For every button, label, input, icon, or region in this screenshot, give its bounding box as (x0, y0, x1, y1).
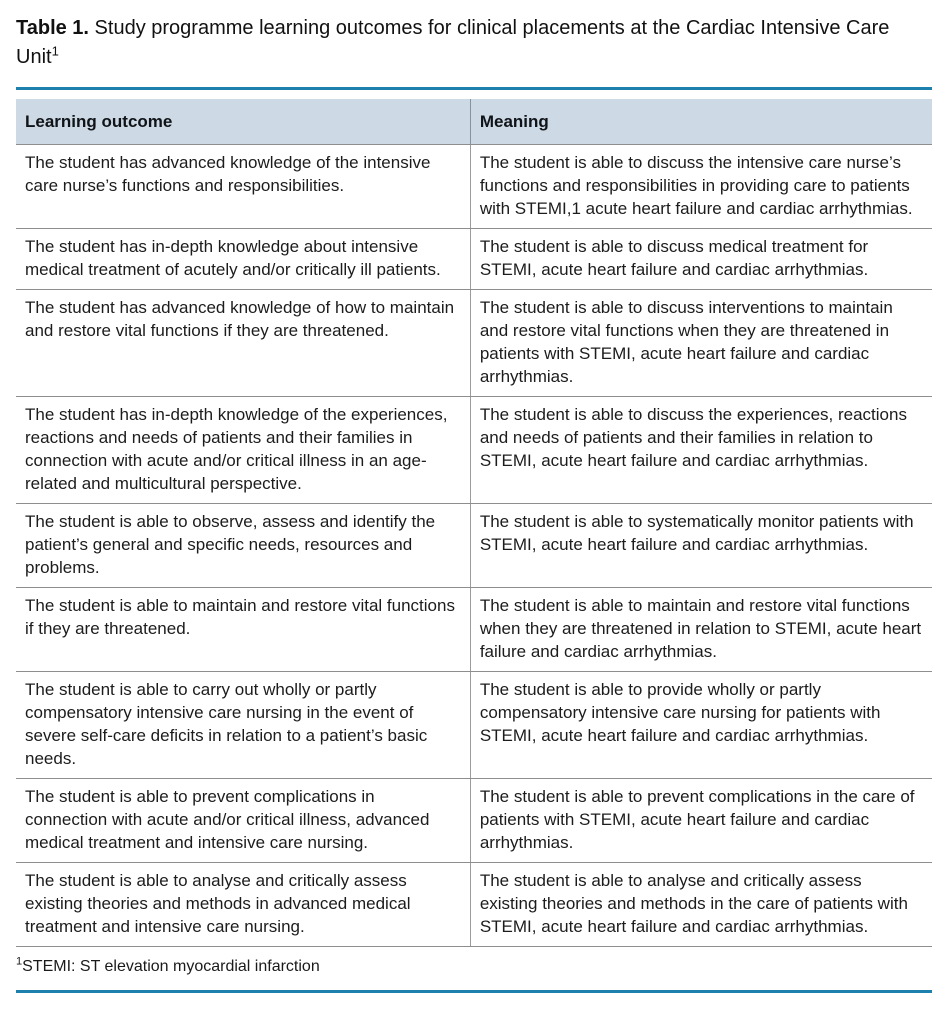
footnote-marker: 1 (16, 955, 23, 968)
table-row (16, 229, 932, 290)
top-rule (16, 87, 932, 90)
table-row (16, 290, 932, 397)
cell-meaning: The student is able to discuss the intensive care nurse’s functions and responsibilities in providing care to patients with STEMI,1 acute heart failure and cardiac arrhythmias. (470, 145, 932, 229)
cell-learning-outcome: The student is able to analyse and critically assess existing theories and methods in advanced medical treatment and intensive care nursing. (16, 863, 470, 947)
cell-meaning: The student is able to analyse and critically assess existing theories and methods in the care of patients with STEMI, acute heart failure and cardiac arrhythmias. (470, 863, 932, 947)
column-header-learning-outcome: Learning outcome (16, 99, 470, 145)
cell-meaning: The student is able to discuss interventions to maintain and restore vital functions when they are threatened in patients with STEMI, acute heart failure and cardiac arrhythmias. (470, 290, 932, 397)
table-row (16, 397, 932, 504)
cell-meaning: The student is able to discuss the experiences, reactions and needs of patients and their families in relation to STEMI, acute heart failure and cardiac arrhythmias. (470, 397, 932, 504)
table-caption-text: Study programme learning outcomes for clinical placements at the Cardiac Intensive Care Unit (16, 17, 890, 68)
cell-learning-outcome: The student has in-depth knowledge about intensive medical treatment of acutely and/or critically ill patients. (16, 229, 470, 290)
cell-learning-outcome: The student is able to carry out wholly or partly compensatory intensive care nursing in the event of severe self-care deficits in relation to a patient’s basic needs. (16, 672, 470, 779)
table-row (16, 863, 932, 947)
cell-meaning: The student is able to maintain and restore vital functions when they are threatened in relation to STEMI, acute heart failure and cardiac arrhythmias. (470, 588, 932, 672)
table-caption-footnote-marker: 1 (51, 43, 59, 59)
table-row (16, 672, 932, 779)
cell-meaning: The student is able to prevent complications in the care of patients with STEMI, acute heart failure and cardiac arrhythmias. (470, 779, 932, 863)
column-header-meaning: Meaning (470, 99, 932, 145)
table-row (16, 145, 932, 229)
cell-learning-outcome: The student has advanced knowledge of the intensive care nurse’s functions and responsibilities. (16, 145, 470, 229)
learning-outcomes-table (16, 99, 932, 947)
bottom-rule (16, 990, 932, 993)
cell-meaning: The student is able to provide wholly or partly compensatory intensive care nursing for patients with STEMI, acute heart failure and cardiac arrhythmias. (470, 672, 932, 779)
table-footnote (16, 947, 932, 990)
table-row (16, 588, 932, 672)
table-row (16, 504, 932, 588)
cell-learning-outcome: The student has advanced knowledge of how to maintain and restore vital functions if they are threatened. (16, 290, 470, 397)
footnote-text: STEMI: ST elevation myocardial infarction (22, 958, 320, 975)
cell-learning-outcome: The student is able to prevent complications in connection with acute and/or critical illness, advanced medical treatment and intensive care nursing. (16, 779, 470, 863)
cell-meaning: The student is able to systematically monitor patients with STEMI, acute heart failure and cardiac arrhythmias. (470, 504, 932, 588)
table-caption (16, 14, 932, 72)
cell-meaning: The student is able to discuss medical treatment for STEMI, acute heart failure and cardiac arrhythmias. (470, 229, 932, 290)
table-row (16, 779, 932, 863)
cell-learning-outcome: The student is able to observe, assess and identify the patient’s general and specific needs, resources and problems. (16, 504, 470, 588)
table-caption-label: Table 1. (16, 17, 89, 39)
cell-learning-outcome: The student is able to maintain and restore vital functions if they are threatened. (16, 588, 470, 672)
cell-learning-outcome: The student has in-depth knowledge of the experiences, reactions and needs of patients and their families in connection with acute and/or critical illness in an age-related and multicultural perspective. (16, 397, 470, 504)
table-header-row (16, 99, 932, 145)
